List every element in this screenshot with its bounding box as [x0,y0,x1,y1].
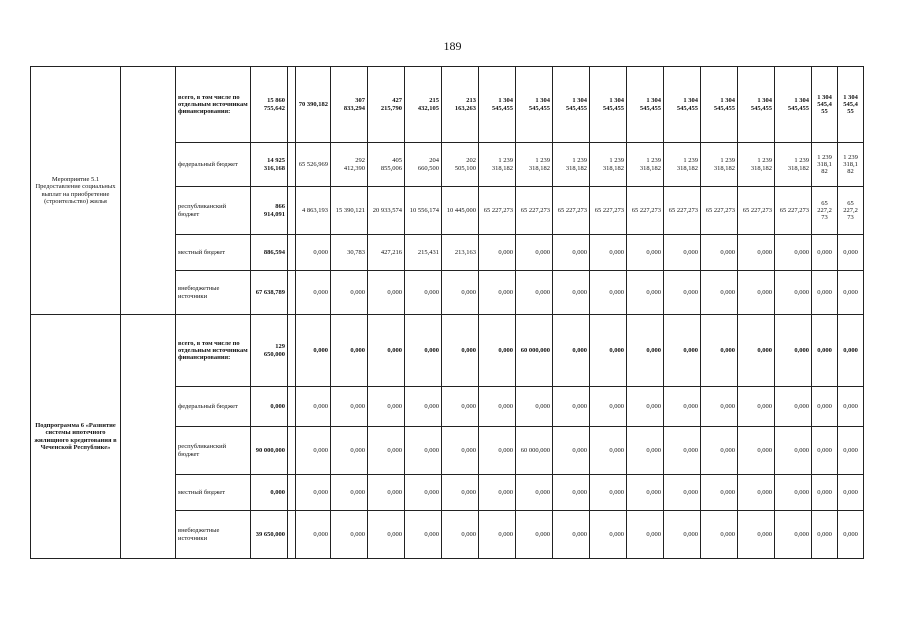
spacer-cell [288,271,296,315]
year-value: 0,000 [775,511,812,559]
year-value: 0,000 [442,511,479,559]
year-value: 0,000 [701,387,738,427]
year-value: 0,000 [479,235,516,271]
spacer-cell [288,511,296,559]
total-value: 39 650,000 [251,511,288,559]
year-value: 0,000 [296,235,331,271]
year-value: 0,000 [442,315,479,387]
year-value: 0,000 [738,427,775,475]
year-value: 1 239 318,182 [553,143,590,187]
year-value: 1 304 545,4 55 [838,67,864,143]
funding-source: всего, в том числе по отдельным источникам финансирования: [176,67,251,143]
year-value: 213,163 [442,235,479,271]
total-value: 0,000 [251,475,288,511]
year-value: 0,000 [775,475,812,511]
spacer-cell [288,67,296,143]
year-value: 1 239 318,1 82 [812,143,838,187]
program-title: Мероприятие 5.1 Предоставление социальных выплат на приобретение (строительство) жилья [31,67,121,315]
year-value: 0,000 [516,235,553,271]
year-value: 1 304 545,455 [627,67,664,143]
year-value: 0,000 [331,271,368,315]
year-value: 0,000 [664,235,701,271]
year-value: 0,000 [405,511,442,559]
year-value: 0,000 [664,315,701,387]
year-value: 0,000 [701,271,738,315]
funding-source: местный бюджет [176,475,251,511]
year-value: 405 855,006 [368,143,405,187]
year-value: 65 227,273 [627,187,664,235]
year-value: 0,000 [812,475,838,511]
year-value: 0,000 [553,235,590,271]
year-value: 0,000 [838,387,864,427]
year-value: 0,000 [738,235,775,271]
executor-cell [121,67,176,315]
year-value: 0,000 [738,511,775,559]
year-value: 0,000 [479,315,516,387]
funding-source: внебюджетные источники [176,271,251,315]
year-value: 0,000 [590,387,627,427]
year-value: 65 227,273 [553,187,590,235]
year-value: 0,000 [590,475,627,511]
year-value: 0,000 [405,475,442,511]
year-value: 4 863,193 [296,187,331,235]
year-value: 0,000 [553,475,590,511]
year-value: 0,000 [296,511,331,559]
year-value: 60 000,000 [516,427,553,475]
budget-table [30,66,864,559]
year-value: 0,000 [812,427,838,475]
funding-source: республиканский бюджет [176,427,251,475]
funding-source: федеральный бюджет [176,387,251,427]
year-value: 70 390,182 [296,67,331,143]
year-value: 0,000 [479,271,516,315]
year-value: 0,000 [368,271,405,315]
year-value: 0,000 [479,475,516,511]
year-value: 0,000 [331,511,368,559]
year-value: 0,000 [296,315,331,387]
year-value: 0,000 [838,235,864,271]
year-value: 0,000 [627,235,664,271]
year-value: 0,000 [627,315,664,387]
year-value: 0,000 [553,511,590,559]
year-value: 0,000 [368,315,405,387]
executor-cell [121,315,176,559]
program-title: Подпрограмма 6 «Развитие системы ипотечного жилищного кредитования в Чеченской Республике» [31,315,121,559]
year-value: 0,000 [664,511,701,559]
year-value: 65 227,273 [701,187,738,235]
funding-source: федеральный бюджет [176,143,251,187]
year-value: 0,000 [812,271,838,315]
year-value: 0,000 [479,387,516,427]
year-value: 1 239 318,1 82 [838,143,864,187]
year-value: 1 304 545,455 [775,67,812,143]
year-value: 0,000 [516,387,553,427]
year-value: 0,000 [331,427,368,475]
year-value: 0,000 [775,315,812,387]
page-number: 189 [443,39,462,53]
year-value: 0,000 [775,271,812,315]
year-value: 0,000 [701,315,738,387]
table-row [31,67,864,143]
year-value: 0,000 [296,427,331,475]
year-value: 427 215,790 [368,67,405,143]
year-value: 0,000 [701,427,738,475]
year-value: 1 239 318,182 [738,143,775,187]
year-value: 0,000 [368,387,405,427]
year-value: 0,000 [405,315,442,387]
year-value: 0,000 [812,511,838,559]
year-value: 0,000 [701,235,738,271]
year-value: 65 227,273 [664,187,701,235]
year-value: 0,000 [627,387,664,427]
year-value: 0,000 [442,271,479,315]
year-value: 1 304 545,4 55 [812,67,838,143]
year-value: 0,000 [838,427,864,475]
year-value: 1 304 545,455 [590,67,627,143]
year-value: 65 227,273 [775,187,812,235]
year-value: 0,000 [627,271,664,315]
year-value: 60 000,000 [516,315,553,387]
year-value: 0,000 [479,511,516,559]
year-value: 65 227,273 [590,187,627,235]
year-value: 0,000 [331,475,368,511]
total-value: 67 638,789 [251,271,288,315]
year-value: 65 227,273 [479,187,516,235]
funding-source: всего, в том числе по отдельным источникам финансирования: [176,315,251,387]
spacer-cell [288,427,296,475]
year-value: 215,431 [405,235,442,271]
year-value: 10 445,000 [442,187,479,235]
year-value: 0,000 [838,511,864,559]
year-value: 10 556,174 [405,187,442,235]
total-value: 129 650,000 [251,315,288,387]
year-value: 0,000 [516,511,553,559]
year-value: 0,000 [590,427,627,475]
year-value: 0,000 [738,315,775,387]
year-value: 1 239 318,182 [775,143,812,187]
year-value: 0,000 [812,235,838,271]
year-value: 0,000 [627,511,664,559]
year-value: 215 432,105 [405,67,442,143]
year-value: 0,000 [553,427,590,475]
total-value: 866 914,091 [251,187,288,235]
year-value: 0,000 [590,235,627,271]
year-value: 1 239 318,182 [516,143,553,187]
year-value: 0,000 [664,475,701,511]
year-value: 0,000 [331,387,368,427]
year-value: 0,000 [738,387,775,427]
year-value: 0,000 [442,427,479,475]
year-value: 65 227,2 73 [812,187,838,235]
year-value: 0,000 [405,427,442,475]
year-value: 1 304 545,455 [553,67,590,143]
year-value: 0,000 [627,427,664,475]
year-value: 0,000 [590,315,627,387]
year-value: 0,000 [738,475,775,511]
year-value: 0,000 [701,475,738,511]
year-value: 0,000 [296,271,331,315]
spacer-cell [288,187,296,235]
year-value: 0,000 [775,387,812,427]
year-value: 1 304 545,455 [664,67,701,143]
spacer-cell [288,143,296,187]
year-value: 65 227,273 [738,187,775,235]
total-value: 15 860 755,642 [251,67,288,143]
year-value: 1 304 545,455 [516,67,553,143]
year-value: 1 239 318,182 [627,143,664,187]
total-value: 0,000 [251,387,288,427]
year-value: 0,000 [664,271,701,315]
year-value: 1 239 318,182 [590,143,627,187]
year-value: 292 412,390 [331,143,368,187]
year-value: 65 227,2 73 [838,187,864,235]
year-value: 0,000 [590,511,627,559]
year-value: 0,000 [738,271,775,315]
year-value: 1 304 545,455 [738,67,775,143]
year-value: 1 239 318,182 [701,143,738,187]
year-value: 0,000 [331,315,368,387]
spacer-cell [288,315,296,387]
year-value: 0,000 [590,271,627,315]
year-value: 0,000 [516,475,553,511]
total-value: 886,594 [251,235,288,271]
year-value: 0,000 [838,475,864,511]
table-row [31,315,864,387]
year-value: 427,216 [368,235,405,271]
year-value: 0,000 [405,271,442,315]
funding-source: республиканский бюджет [176,187,251,235]
year-value: 0,000 [442,387,479,427]
year-value: 1 239 318,182 [479,143,516,187]
year-value: 307 833,294 [331,67,368,143]
year-value: 204 660,500 [405,143,442,187]
year-value: 0,000 [775,427,812,475]
year-value: 202 505,100 [442,143,479,187]
year-value: 0,000 [664,427,701,475]
year-value: 1 239 318,182 [664,143,701,187]
year-value: 0,000 [627,475,664,511]
year-value: 0,000 [296,387,331,427]
spacer-cell [288,475,296,511]
year-value: 0,000 [296,475,331,511]
year-value: 0,000 [442,475,479,511]
year-value: 0,000 [701,511,738,559]
year-value: 213 163,263 [442,67,479,143]
spacer-cell [288,235,296,271]
year-value: 0,000 [553,387,590,427]
year-value: 0,000 [775,235,812,271]
year-value: 1 304 545,455 [701,67,738,143]
year-value: 0,000 [553,271,590,315]
year-value: 0,000 [553,315,590,387]
year-value: 0,000 [664,387,701,427]
year-value: 0,000 [405,387,442,427]
year-value: 20 933,574 [368,187,405,235]
year-value: 65 526,969 [296,143,331,187]
funding-source: внебюджетные источники [176,511,251,559]
year-value: 0,000 [479,427,516,475]
year-value: 0,000 [812,315,838,387]
year-value: 0,000 [838,271,864,315]
year-value: 0,000 [812,387,838,427]
total-value: 90 000,000 [251,427,288,475]
funding-source: местный бюджет [176,235,251,271]
total-value: 14 925 316,168 [251,143,288,187]
year-value: 0,000 [368,475,405,511]
year-value: 0,000 [368,511,405,559]
year-value: 0,000 [516,271,553,315]
year-value: 15 390,121 [331,187,368,235]
spacer-cell [288,387,296,427]
year-value: 0,000 [368,427,405,475]
year-value: 65 227,273 [516,187,553,235]
year-value: 30,783 [331,235,368,271]
year-value: 0,000 [838,315,864,387]
year-value: 1 304 545,455 [479,67,516,143]
